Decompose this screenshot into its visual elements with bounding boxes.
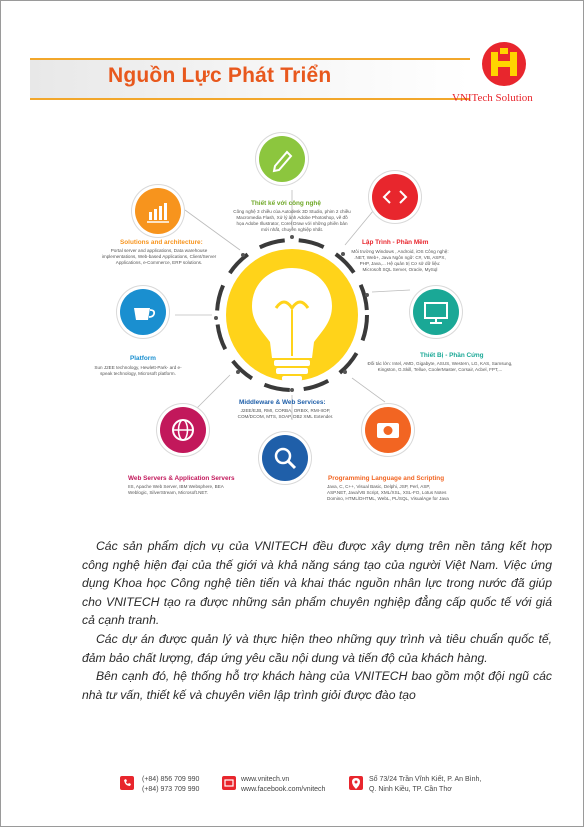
node-title: Middleware & Web Services: [239,399,326,406]
technology-diagram [0,120,584,530]
node-desc: Java, C, C++, Visual Basic, Delphi, JSP, Perl, ASP, ASP.NET, Java/VB Script, XML/XSL, XSL-FO, Lotus Notes Domino, HTML/DHTML, WebL, PL/SQL, VisualAge for Java [327,484,449,501]
phone-icon [120,776,134,790]
hardware-node [413,289,459,335]
page-title: Nguồn Lực Phát Triển [108,64,332,87]
node-desc: IIS, Apache Web Server, IBM Websphere, BEA Weblogic, SilverStream, Microsoft.NET. [128,484,224,495]
chart-icon [135,188,181,234]
facebook-link[interactable]: www.facebook.com/vnitech [241,786,326,793]
website-link[interactable]: www.vnitech.vn [241,776,290,783]
phone-1: (+84) 856 709 990 [142,776,200,783]
node-title: Web Servers & Application Servers [128,475,235,482]
paragraph: Bên cạnh đó, hệ thống hỗ trợ khách hàng của VNITECH bao gồm một đội ngũ các nhà tư vấn, thiết kế và chuyên viên lập trình giỏi được đào tạo [82,669,552,702]
node-title: Solutions and architecture: [120,239,203,246]
node-title: Thiết Bị - Phần Cứng [420,352,484,359]
vnitech-logo [482,42,526,86]
node-desc: J2EE/EJB, RMI, CORBA, ORBIX, RMI-IIOP, COM/DCOM, MTS, SOAP, DB2 XML Extender. [237,408,334,419]
node-title: Programming Language and Scripting [328,475,445,482]
node-desc: Môi trường Windows , Android, iOS Công nghệ: .NET, Web+, Java Ngôn ngữ: C#, VB, ASPX, PHP, Java,... Hệ quản trị Cơ sở dữ liệu: Microsoft SQL Server, Oracle, MySql [351,249,449,272]
node-title: Platform [130,355,156,362]
web-icon [222,776,236,790]
cup-icon [120,289,166,335]
node-desc: Công nghệ 3 chiều của Autodesk 3D Studio, phim 2 chiều Macromedia Flash, Xử lý ảnh Adobe Photoshop, vẽ đồ họa Adobe Illustrator, Corel Draw với những phiên bản mới nhất, chuyên nghiệp nhất. [233,209,351,232]
camera-icon [365,407,411,453]
address-line-2: Q. Ninh Kiều, TP. Cần Thơ [369,786,452,793]
node-desc: Sun J2EE technology, Hewlett-Park- ard e-speak technology, Microsoft platform. [94,365,182,376]
node-title: Thiết kế với công nghệ [251,200,321,207]
webserver-node [160,407,206,453]
node-title: Lập Trình - Phần Mềm [362,239,429,246]
phone-2: (+84) 973 709 990 [142,786,200,793]
node-desc: Đối tác lớn: Intel, AMD, Gigabyte, ASUS, Western, LG, KAS, Samsung, Kingston, G.Skill, Tellue, CoolerMaster, Corsair, Acbel, FPT,... [367,361,513,372]
programming-node [365,407,411,453]
paragraph: Các dự án được quản lý và thực hiện theo những quy trình và tiêu chuẩn quốc tế, đảm bảo chất lượng, đáp ứng yêu cầu nội dung và tiến độ của khách hàng. [82,631,552,665]
design-node [259,136,305,182]
footer [0,770,584,800]
middleware-node [262,435,308,481]
search-icon [262,435,308,481]
node-desc: Portal server and applications, Data warehouse implementations, Web-based Applications, Client/Server Applications, e-Commerce, ERP solutions. [101,248,217,265]
code-icon [372,174,418,220]
body-text [82,537,552,704]
globe-icon [160,407,206,453]
pencil-icon [259,136,305,182]
monitor-icon [413,289,459,335]
solutions-node [135,188,181,234]
location-icon [349,776,363,790]
logo-text: VNITech Solution [452,92,533,104]
paragraph: Các sản phẩm dịch vụ của VNITECH đều được xây dựng trên nền tảng kết hợp công nghệ hiện đại của thế giới và khả năng sáng tạo của người Việt Nam. Việc ứng dụng Khoa học Công nghệ tiên tiến và khai thác nguồn nhân lực trong nước đã giúp cho VNITECH tạo ra được những sản phẩm chuyên nghiệp đẳng cấp quốc tế với giá cả cạnh tranh. [82,539,552,628]
address-line-1: Số 73/24 Trần Vĩnh Kiết, P. An Bình, [369,776,482,783]
software-node [372,174,418,220]
platform-node [120,289,166,335]
